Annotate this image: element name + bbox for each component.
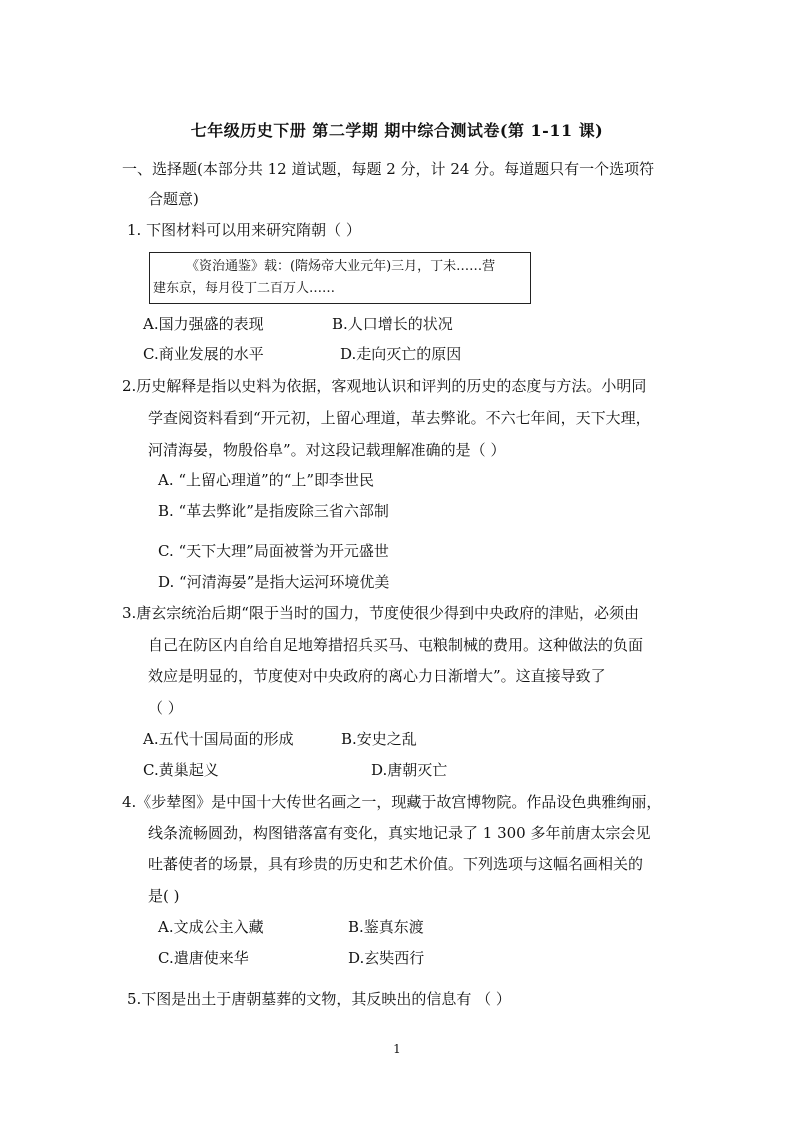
question-1-quote-line2: 建东京，每月役丁二百万人…… (153, 281, 336, 296)
question-3-option-d: D.唐朝灭亡 (371, 761, 448, 779)
question-4-line3: 吐蕃使者的场景，具有珍贵的历史和艺术价值。下列选项与这幅名画相关的 (148, 855, 644, 873)
question-4-option-b: B.鉴真东渡 (348, 918, 424, 936)
question-2-option-c: C. “天下大理”局面被誉为开元盛世 (158, 542, 389, 560)
question-3-option-b: B.安史之乱 (341, 730, 417, 748)
question-1-quote-line1: 《资治通鉴》载：(隋炀帝大业元年)三月，丁未……营 (186, 259, 496, 274)
question-1-option-d: D.走向灭亡的原因 (340, 345, 462, 363)
section-heading-line2: 合题意) (148, 190, 199, 208)
question-3-line3: 效应是明显的，节度使对中央政府的离心力日渐增大”。这直接导致了 (148, 667, 606, 685)
question-4-option-c: C.遣唐使来华 (158, 949, 249, 967)
question-3-line4: （ ） (148, 699, 183, 717)
question-1-option-c: C.商业发展的水平 (143, 345, 264, 363)
question-1-option-a: A.国力强盛的表现 (143, 315, 264, 333)
question-5-stem: 5.下图是出土于唐朝墓葬的文物，其反映出的信息有 （ ） (127, 990, 511, 1008)
question-2-option-b: B. “革去弊讹”是指废除三省六部制 (158, 502, 389, 520)
question-4-line4: 是( ) (148, 887, 180, 905)
question-2-line2: 学查阅资料看到“开元初，上留心理道，革去弊讹。不六七年间，天下大理， (148, 409, 651, 427)
question-3-line2: 自己在防区内自给自足地筹措招兵买马、屯粮制械的费用。这种做法的负面 (148, 636, 644, 654)
question-1-option-b: B.人口增长的状况 (332, 315, 453, 333)
question-1-stem: 1. 下图材料可以用来研究隋朝（ ） (127, 221, 361, 239)
page-number: 1 (393, 1042, 401, 1056)
exam-title: 七年级历史下册 第二学期 期中综合测试卷(第 1-11 课) (190, 121, 604, 140)
question-4-option-a: A.文成公主入藏 (158, 918, 264, 936)
question-2-option-a: A. “上留心理道”的“上”即李世民 (158, 471, 375, 489)
question-2-line3: 河清海晏，物殷俗阜”。对这段记载理解准确的是（ ） (148, 441, 506, 459)
question-4-line1: 4.《步辇图》是中国十大传世名画之一，现藏于故宫博物院。作品设色典雅绚丽， (122, 793, 662, 811)
question-2-option-d: D. “河清海晏”是指大运河环境优美 (158, 573, 390, 591)
question-3-option-a: A.五代十国局面的形成 (143, 730, 294, 748)
question-3-option-c: C.黄巢起义 (143, 761, 219, 779)
section-heading-line1: 一、选择题(本部分共 12 道试题，每题 2 分，计 24 分。每道题只有一个选项符 (122, 160, 655, 178)
question-4-option-d: D.玄奘西行 (348, 949, 425, 967)
question-4-line2: 线条流畅圆劲，构图错落富有变化，真实地记录了 1 300 多年前唐太宗会见 (148, 824, 651, 842)
question-2-line1: 2.历史解释是指以史料为依据，客观地认识和评判的历史的态度与方法。小明同 (122, 377, 647, 395)
question-1-quote-box (149, 252, 531, 304)
question-3-line1: 3.唐玄宗统治后期“限于当时的国力，节度使很少得到中央政府的津贴，必须由 (122, 604, 639, 622)
